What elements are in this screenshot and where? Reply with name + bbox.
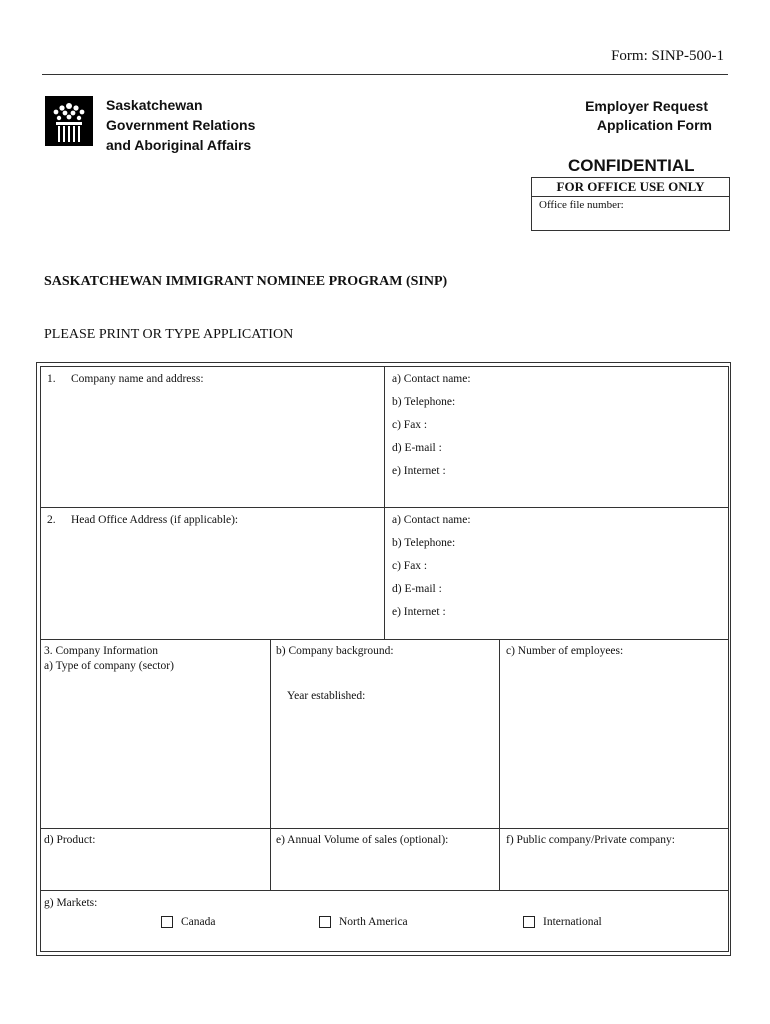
section2-contact-box: [384, 507, 729, 640]
telephone-field-1[interactable]: b) Telephone:: [392, 396, 456, 408]
market-canada-checkbox[interactable]: [161, 916, 173, 928]
market-north-america-label: North America: [339, 916, 408, 928]
form-code: Form: SINP-500-1: [611, 48, 724, 64]
internet-field-2[interactable]: e) Internet :: [392, 606, 446, 618]
section1-number: 1.: [47, 373, 56, 385]
email-field-2[interactable]: d) E-mail :: [392, 583, 442, 595]
office-use-box: [531, 177, 730, 231]
annual-sales-field[interactable]: [270, 828, 500, 891]
markets-section: [40, 890, 729, 952]
market-international-checkbox[interactable]: [523, 916, 535, 928]
annual-sales-label: e) Annual Volume of sales (optional):: [276, 834, 449, 846]
company-sector-label: a) Type of company (sector): [44, 660, 174, 672]
year-established-label: Year established:: [287, 690, 366, 702]
contact-name-field-1[interactable]: a) Contact name:: [392, 373, 471, 385]
wheat-sheaf-icon: [45, 96, 93, 146]
office-file-number-label: Office file number:: [539, 199, 624, 211]
org-line-3: and Aboriginal Affairs: [106, 137, 252, 153]
section2-number: 2.: [47, 514, 56, 526]
product-label: d) Product:: [44, 834, 96, 846]
market-north-america-checkbox[interactable]: [319, 916, 331, 928]
number-of-employees-label: c) Number of employees:: [506, 645, 624, 657]
company-ownership-label: f) Public company/Private company:: [506, 834, 675, 846]
market-international-label: International: [543, 916, 602, 928]
company-ownership-field[interactable]: [499, 828, 729, 891]
fax-field-2[interactable]: c) Fax :: [392, 560, 428, 572]
contact-name-field-2[interactable]: a) Contact name:: [392, 514, 471, 526]
program-title: SASKATCHEWAN IMMIGRANT NOMINEE PROGRAM (SINP): [44, 274, 448, 289]
market-canada-label: Canada: [181, 916, 216, 928]
header-rule: [42, 74, 728, 75]
print-note: PLEASE PRINT OR TYPE APPLICATION: [44, 327, 294, 342]
company-background-field[interactable]: [270, 639, 500, 829]
office-use-heading: FOR OFFICE USE ONLY: [532, 178, 729, 197]
telephone-field-2[interactable]: b) Telephone:: [392, 537, 456, 549]
company-sector-field[interactable]: [40, 639, 271, 829]
form-title-line-2: Application Form: [596, 117, 712, 133]
email-field-1[interactable]: d) E-mail :: [392, 442, 442, 454]
company-information-title: 3. Company Information: [44, 645, 159, 657]
org-line-1: Saskatchewan: [106, 97, 203, 113]
product-field[interactable]: [40, 828, 271, 891]
section1-contact-box: [384, 366, 729, 508]
number-of-employees-field[interactable]: [499, 639, 729, 829]
company-background-label: b) Company background:: [276, 645, 394, 657]
company-name-address-label: Company name and address:: [71, 373, 204, 385]
form-title-line-1: Employer Request: [585, 98, 708, 114]
application-form: [36, 362, 731, 956]
head-office-address-field[interactable]: [40, 507, 385, 640]
head-office-address-label: Head Office Address (if applicable):: [71, 514, 239, 526]
org-line-2: Government Relations: [106, 117, 256, 133]
company-name-address-field[interactable]: [40, 366, 385, 508]
markets-label: g) Markets:: [44, 897, 98, 909]
confidential-label: CONFIDENTIAL: [568, 156, 695, 175]
internet-field-1[interactable]: e) Internet :: [392, 465, 446, 477]
fax-field-1[interactable]: c) Fax :: [392, 419, 428, 431]
